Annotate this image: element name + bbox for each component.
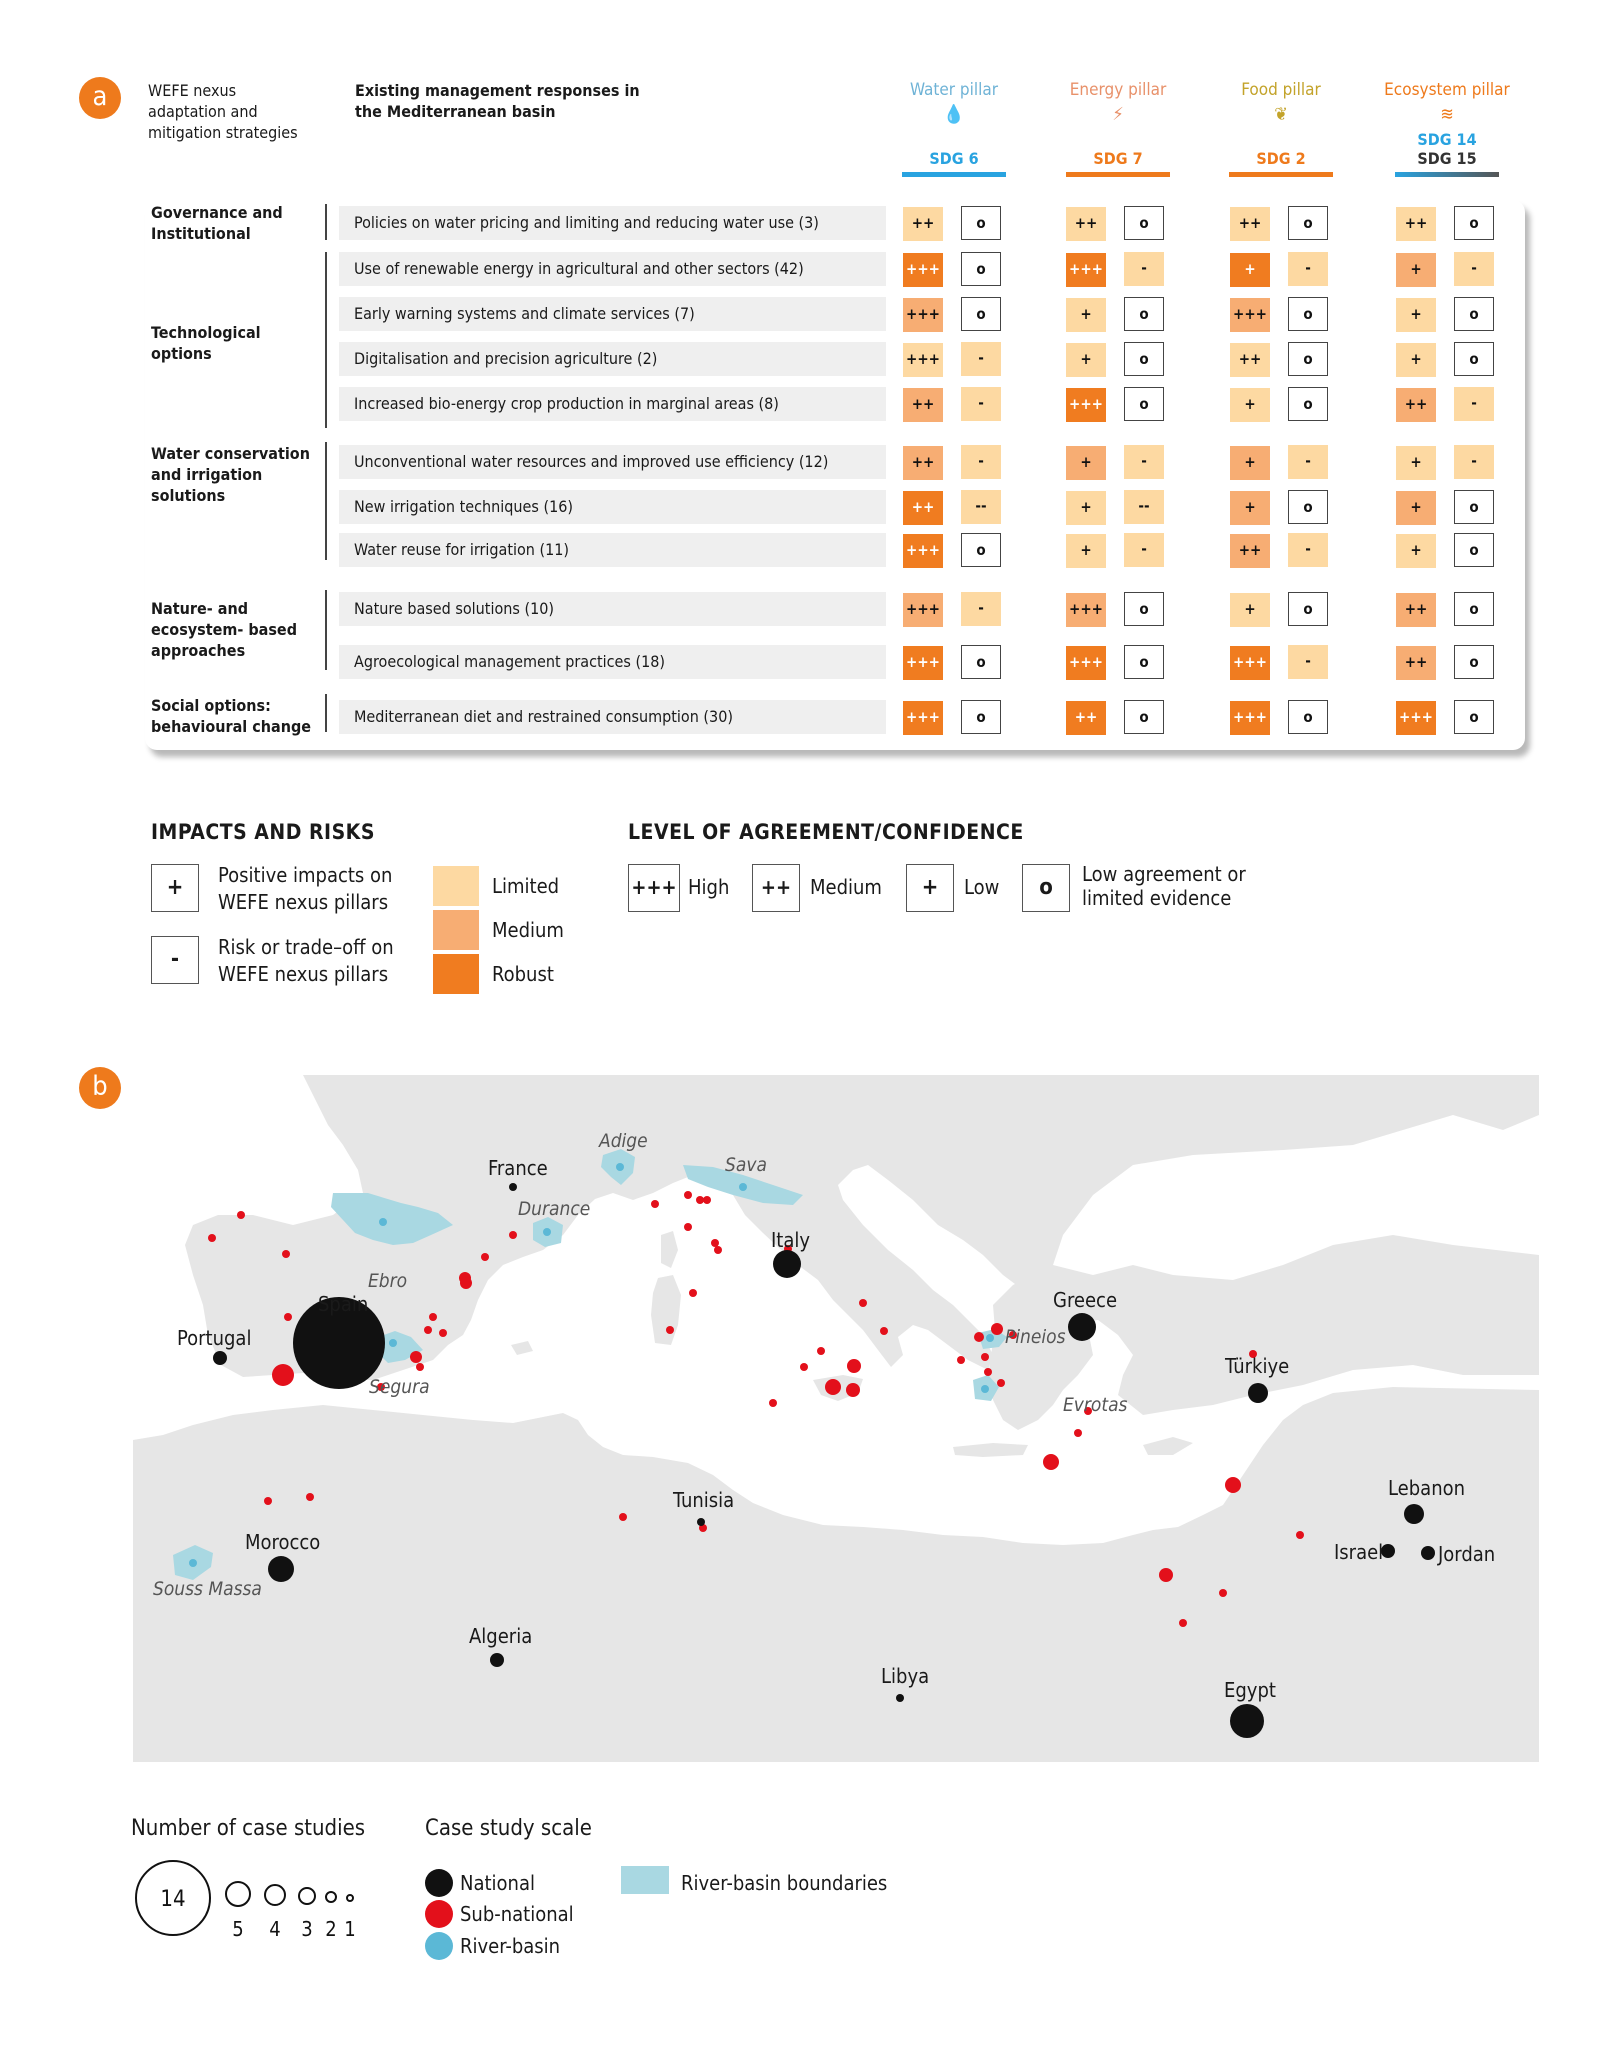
sub-national-point <box>984 1368 992 1376</box>
rating-cell: ++ <box>903 207 943 241</box>
risk-tradeoff-text: Risk or trade–off on WEFE nexus pillars <box>218 935 394 986</box>
impacts-risks-title: IMPACTS AND RISKS <box>151 820 375 844</box>
strategy-group-2: Water conservation and irrigation solutions <box>151 444 310 505</box>
sub-national-point <box>410 1351 422 1363</box>
label-adige: Adige <box>599 1130 648 1152</box>
label-evrotas: Evrotas <box>1063 1394 1128 1416</box>
rating-cell: + <box>1230 593 1270 627</box>
rating-cell: - <box>1454 445 1494 479</box>
rating-cell: o <box>1124 592 1164 626</box>
lightning-icon: ⚡ <box>1112 104 1124 125</box>
label-spain: Spain <box>318 1292 369 1316</box>
strategy-group-divider <box>325 694 327 732</box>
strategy-row-label: Unconventional water resources and improved use efficiency (12) <box>339 445 886 479</box>
rating-cell: ++ <box>903 446 943 480</box>
rating-cell: +++ <box>1066 253 1106 287</box>
agreement-title: LEVEL OF AGREEMENT/CONFIDENCE <box>628 820 1024 844</box>
agreement-high-label: High <box>688 875 730 899</box>
strategy-group-4: Social options: behavioural change <box>151 696 312 736</box>
rating-cell: - <box>1288 252 1328 286</box>
label-morocco: Morocco <box>245 1530 321 1554</box>
rating-cell: o <box>1124 700 1164 734</box>
strategy-group-divider <box>325 590 327 670</box>
strategies-column-header: WEFE nexus adaptation and mitigation strategies <box>148 81 298 142</box>
national-point-libya <box>896 1694 904 1702</box>
grain-icon: ❦ <box>1274 104 1288 125</box>
sub-national-point <box>272 1364 294 1386</box>
size-5-circle <box>226 1882 250 1906</box>
label-france: France <box>488 1156 548 1180</box>
label-greece: Greece <box>1053 1288 1118 1312</box>
sub-national-point <box>619 1513 627 1521</box>
rating-cell: o <box>1288 700 1328 734</box>
sub-national-point <box>208 1234 216 1242</box>
rating-cell: o <box>961 206 1001 240</box>
label-durance: Durance <box>518 1198 591 1220</box>
rating-cell: - <box>1288 645 1328 679</box>
sub-national-point <box>880 1327 888 1335</box>
sub-national-point <box>825 1379 841 1395</box>
rating-cell: o <box>1288 592 1328 626</box>
label-pineios: Pineios <box>1005 1326 1066 1348</box>
scale-national-label: National <box>460 1871 535 1895</box>
rating-cell: - <box>1124 533 1164 567</box>
size-2-circle <box>326 1892 336 1902</box>
sub-national-point <box>424 1326 432 1334</box>
adige-point <box>616 1163 624 1171</box>
sub-national-point <box>859 1299 867 1307</box>
strategy-group-divider <box>325 204 327 240</box>
rating-cell: - <box>961 445 1001 479</box>
rating-cell: o <box>1124 342 1164 376</box>
rating-cell: o <box>1454 700 1494 734</box>
pillar-name-1: Energy pillar <box>1069 80 1167 100</box>
rating-cell: o <box>1288 342 1328 376</box>
rating-cell: ++ <box>1396 646 1436 680</box>
size-4-label: 4 <box>269 1917 281 1941</box>
pillar-sdg-bar-2 <box>1229 172 1333 177</box>
pillar-name-3: Ecosystem pillar <box>1384 80 1510 100</box>
souss-massa-point <box>189 1559 197 1567</box>
rating-cell: - <box>1124 252 1164 286</box>
rating-cell: o <box>961 297 1001 331</box>
panel-b-badge: b <box>79 1067 121 1109</box>
sub-national-point <box>509 1231 517 1239</box>
national-point-portugal <box>213 1351 227 1365</box>
strategy-row-label: Mediterranean diet and restrained consumption (30) <box>339 700 886 734</box>
ebro-point <box>379 1218 387 1226</box>
river-basin-boundary-label: River-basin boundaries <box>681 1871 888 1895</box>
size-1-label: 1 <box>344 1917 356 1941</box>
sub-national-point <box>847 1359 861 1373</box>
rating-cell: +++ <box>903 253 943 287</box>
case-count-legend <box>128 1856 368 1946</box>
size-4-circle <box>265 1885 285 1905</box>
rating-cell: ++ <box>903 388 943 422</box>
rating-cell: + <box>1396 534 1436 568</box>
rating-cell: + <box>1230 388 1270 422</box>
rating-cell: o <box>1288 297 1328 331</box>
rating-cell: o <box>1124 297 1164 331</box>
strategy-row-label: Early warning systems and climate services (7) <box>339 297 886 331</box>
rating-cell: +++ <box>1230 701 1270 735</box>
rating-cell: +++ <box>1396 701 1436 735</box>
label-lebanon: Lebanon <box>1388 1476 1466 1500</box>
size-1-circle <box>347 1895 353 1901</box>
scale-riverbasin-dot <box>425 1932 453 1960</box>
rating-cell: + <box>1396 253 1436 287</box>
rating-cell: ++ <box>903 491 943 525</box>
national-point-italy <box>773 1250 801 1278</box>
sub-national-point <box>1179 1619 1187 1627</box>
national-point-egypt <box>1230 1704 1264 1738</box>
positive-symbol-box: + <box>151 864 199 912</box>
scale-title: Case study scale <box>425 1816 592 1841</box>
robust-label: Robust <box>492 962 554 986</box>
rating-cell: - <box>1288 445 1328 479</box>
label-turkiye: Türkiye <box>1225 1354 1290 1378</box>
rating-cell: +++ <box>1066 593 1106 627</box>
agreement-high-box: +++ <box>628 864 680 912</box>
rating-cell: o <box>1454 342 1494 376</box>
rating-cell: +++ <box>1230 646 1270 680</box>
sub-national-point <box>689 1289 697 1297</box>
sub-national-point <box>846 1383 860 1397</box>
size-5-label: 5 <box>232 1917 244 1941</box>
label-egypt: Egypt <box>1224 1678 1276 1702</box>
rating-cell: + <box>1396 446 1436 480</box>
limited-swatch <box>433 866 479 906</box>
pillar-name-2: Food pillar <box>1241 80 1321 100</box>
sub-national-point <box>439 1329 447 1337</box>
rating-cell: + <box>1066 491 1106 525</box>
rating-cell: o <box>961 645 1001 679</box>
pillar-sdg-0: SDG 6 <box>929 149 979 168</box>
positive-impacts-text: Positive impacts on WEFE nexus pillars <box>218 863 393 914</box>
national-point-jordan <box>1421 1546 1435 1560</box>
pillar-sdg-3: SDG 14 <box>1417 130 1477 149</box>
medium-swatch <box>433 910 479 950</box>
rating-cell: - <box>1454 387 1494 421</box>
agreement-low-label: Low <box>964 875 1000 899</box>
rating-cell: +++ <box>903 343 943 377</box>
strategy-group-3: Nature- and ecosystem- based approaches <box>151 599 297 660</box>
sub-national-point <box>684 1223 692 1231</box>
sub-national-point <box>264 1497 272 1505</box>
rating-cell: o <box>1288 387 1328 421</box>
strategy-row-label: Digitalisation and precision agriculture (2) <box>339 342 886 376</box>
sub-national-point <box>1296 1531 1304 1539</box>
agreement-limited-label: Low agreement or limited evidence <box>1082 862 1246 910</box>
rating-cell: - <box>1288 533 1328 567</box>
strategy-group-divider <box>325 252 327 428</box>
sub-national-point <box>981 1353 989 1361</box>
map-svg <box>133 1075 1539 1762</box>
sub-national-point <box>481 1253 489 1261</box>
rating-cell: ++ <box>1230 207 1270 241</box>
size-3-label: 3 <box>301 1917 313 1941</box>
agreement-medium-label: Medium <box>810 875 882 899</box>
sub-national-point <box>696 1196 704 1204</box>
label-souss-massa: Souss Massa <box>153 1578 262 1600</box>
rating-cell: +++ <box>903 593 943 627</box>
negative-symbol-box: - <box>151 936 199 984</box>
rating-cell: o <box>961 533 1001 567</box>
scale-subnational-dot <box>425 1900 453 1928</box>
agreement-low-box: + <box>906 864 954 912</box>
strategy-group-0: Governance and Institutional <box>151 203 283 243</box>
limited-label: Limited <box>492 874 560 898</box>
rating-cell: o <box>1454 533 1494 567</box>
rating-cell: o <box>1124 206 1164 240</box>
scale-riverbasin-label: River-basin <box>460 1934 561 1958</box>
durance-point <box>543 1228 551 1236</box>
sub-national-point <box>666 1326 674 1334</box>
rating-cell: -- <box>1124 490 1164 524</box>
label-algeria: Algeria <box>469 1624 533 1648</box>
agreement-medium-box: ++ <box>752 864 800 912</box>
sub-national-point <box>769 1399 777 1407</box>
rating-cell: +++ <box>1066 388 1106 422</box>
rating-cell: + <box>1066 534 1106 568</box>
sub-national-point <box>714 1246 722 1254</box>
national-point-turkiye <box>1248 1383 1268 1403</box>
national-point-lebanon <box>1404 1504 1424 1524</box>
rating-cell: + <box>1396 491 1436 525</box>
label-libya: Libya <box>881 1664 930 1688</box>
rating-cell: o <box>1124 387 1164 421</box>
sub-national-point <box>974 1332 984 1342</box>
rating-cell: + <box>1396 343 1436 377</box>
rating-cell: o <box>961 700 1001 734</box>
sub-national-point <box>997 1379 1005 1387</box>
rating-cell: +++ <box>1230 298 1270 332</box>
agreement-limited-box: o <box>1022 864 1070 912</box>
segura-point <box>389 1339 397 1347</box>
national-point-greece <box>1068 1313 1096 1341</box>
rating-cell: +++ <box>903 534 943 568</box>
rating-cell: o <box>1454 297 1494 331</box>
sub-national-point <box>284 1313 292 1321</box>
robust-swatch <box>433 954 479 994</box>
pillar-sdg2-3: SDG 15 <box>1417 149 1477 168</box>
rating-cell: o <box>1288 206 1328 240</box>
label-segura: Segura <box>369 1376 430 1398</box>
sub-national-point <box>711 1239 719 1247</box>
sub-national-point <box>460 1277 472 1289</box>
responses-column-header: Existing management responses in the Mediterranean basin <box>355 81 640 121</box>
strategy-group-divider <box>325 442 327 560</box>
rating-cell: -- <box>961 490 1001 524</box>
sub-national-point <box>306 1493 314 1501</box>
strategy-row-label: Increased bio-energy crop production in marginal areas (8) <box>339 387 886 421</box>
rating-cell: + <box>1230 253 1270 287</box>
rating-cell: ++ <box>1066 701 1106 735</box>
strategy-row-label: Water reuse for irrigation (11) <box>339 533 886 567</box>
pillar-sdg-bar-3 <box>1395 172 1499 177</box>
mediterranean-map <box>133 1075 1539 1762</box>
rating-cell: ++ <box>1396 593 1436 627</box>
size-14-label: 14 <box>160 1887 186 1912</box>
rating-cell: o <box>1288 490 1328 524</box>
sub-national-point <box>957 1356 965 1364</box>
sub-national-point <box>651 1200 659 1208</box>
sub-national-point <box>800 1363 808 1371</box>
panel-a-badge: a <box>79 77 121 119</box>
rating-cell: + <box>1230 446 1270 480</box>
sub-national-point <box>817 1347 825 1355</box>
pineios-point <box>986 1334 994 1342</box>
rating-cell: + <box>1066 446 1106 480</box>
rating-cell: - <box>1454 252 1494 286</box>
rating-cell: ++ <box>1230 343 1270 377</box>
sub-national-point <box>1219 1589 1227 1597</box>
national-point-tunisia <box>697 1518 705 1526</box>
evrotas-point <box>981 1385 989 1393</box>
rating-cell: o <box>1454 645 1494 679</box>
rating-cell: o <box>1454 490 1494 524</box>
scale-subnational-label: Sub-national <box>460 1902 574 1926</box>
rating-cell: + <box>1066 343 1106 377</box>
rating-cell: ++ <box>1230 534 1270 568</box>
sub-national-point <box>1225 1477 1241 1493</box>
sub-national-point <box>282 1250 290 1258</box>
strategy-row-label: Agroecological management practices (18) <box>339 645 886 679</box>
rating-cell: +++ <box>1066 646 1106 680</box>
sub-national-point <box>1159 1568 1173 1582</box>
strategy-row-label: New irrigation techniques (16) <box>339 490 886 524</box>
national-point-algeria <box>490 1653 504 1667</box>
rating-cell: +++ <box>903 646 943 680</box>
rating-cell: o <box>1454 592 1494 626</box>
rating-cell: o <box>1454 206 1494 240</box>
strategy-row-label: Use of renewable energy in agricultural and other sectors (42) <box>339 252 886 286</box>
rating-cell: +++ <box>903 298 943 332</box>
rating-cell: +++ <box>903 701 943 735</box>
rating-cell: + <box>1396 298 1436 332</box>
case-count-title: Number of case studies <box>131 1816 366 1841</box>
size-2-label: 2 <box>325 1917 337 1941</box>
rating-cell: o <box>961 252 1001 286</box>
fish-icon: ≋ <box>1440 104 1454 125</box>
sub-national-point <box>991 1323 1003 1335</box>
pillar-sdg-2: SDG 2 <box>1256 149 1306 168</box>
rating-cell: - <box>961 342 1001 376</box>
sub-national-point <box>429 1313 437 1321</box>
pillar-name-0: Water pillar <box>909 80 999 100</box>
water-drop-icon: 💧 <box>942 104 966 125</box>
label-ebro: Ebro <box>368 1270 408 1292</box>
label-jordan: Jordan <box>1438 1542 1496 1566</box>
strategy-group-1: Technological options <box>151 323 261 363</box>
rating-cell: + <box>1066 298 1106 332</box>
strategy-row-label: Policies on water pricing and limiting and reducing water use (3) <box>339 206 886 240</box>
rating-cell: ++ <box>1396 207 1436 241</box>
sub-national-point <box>1043 1454 1059 1470</box>
sub-national-point <box>684 1191 692 1199</box>
label-italy: Italy <box>771 1228 811 1252</box>
rating-cell: + <box>1230 491 1270 525</box>
label-portugal: Portugal <box>177 1326 252 1350</box>
sub-national-point <box>703 1196 711 1204</box>
pillar-sdg-bar-1 <box>1066 172 1170 177</box>
rating-cell: ++ <box>1066 207 1106 241</box>
medium-label: Medium <box>492 918 564 942</box>
national-point-morocco <box>268 1556 294 1582</box>
river-basin-boundary-swatch <box>621 1866 669 1894</box>
rating-cell: - <box>961 592 1001 626</box>
sub-national-point <box>237 1211 245 1219</box>
pillar-sdg-1: SDG 7 <box>1093 149 1143 168</box>
rating-cell: - <box>961 387 1001 421</box>
sub-national-point <box>416 1363 424 1371</box>
scale-national-dot <box>425 1869 453 1897</box>
national-point-france <box>509 1183 517 1191</box>
strategy-row-label: Nature based solutions (10) <box>339 592 886 626</box>
pillar-sdg-bar-0 <box>902 172 1006 177</box>
label-tunisia: Tunisia <box>673 1488 735 1512</box>
label-israel: Israel <box>1334 1540 1384 1564</box>
sub-national-point <box>1074 1429 1082 1437</box>
size-3-circle <box>299 1888 315 1904</box>
label-sava: Sava <box>725 1154 767 1176</box>
rating-cell: ++ <box>1396 388 1436 422</box>
rating-cell: o <box>1124 645 1164 679</box>
sava-point <box>739 1183 747 1191</box>
rating-cell: - <box>1124 445 1164 479</box>
